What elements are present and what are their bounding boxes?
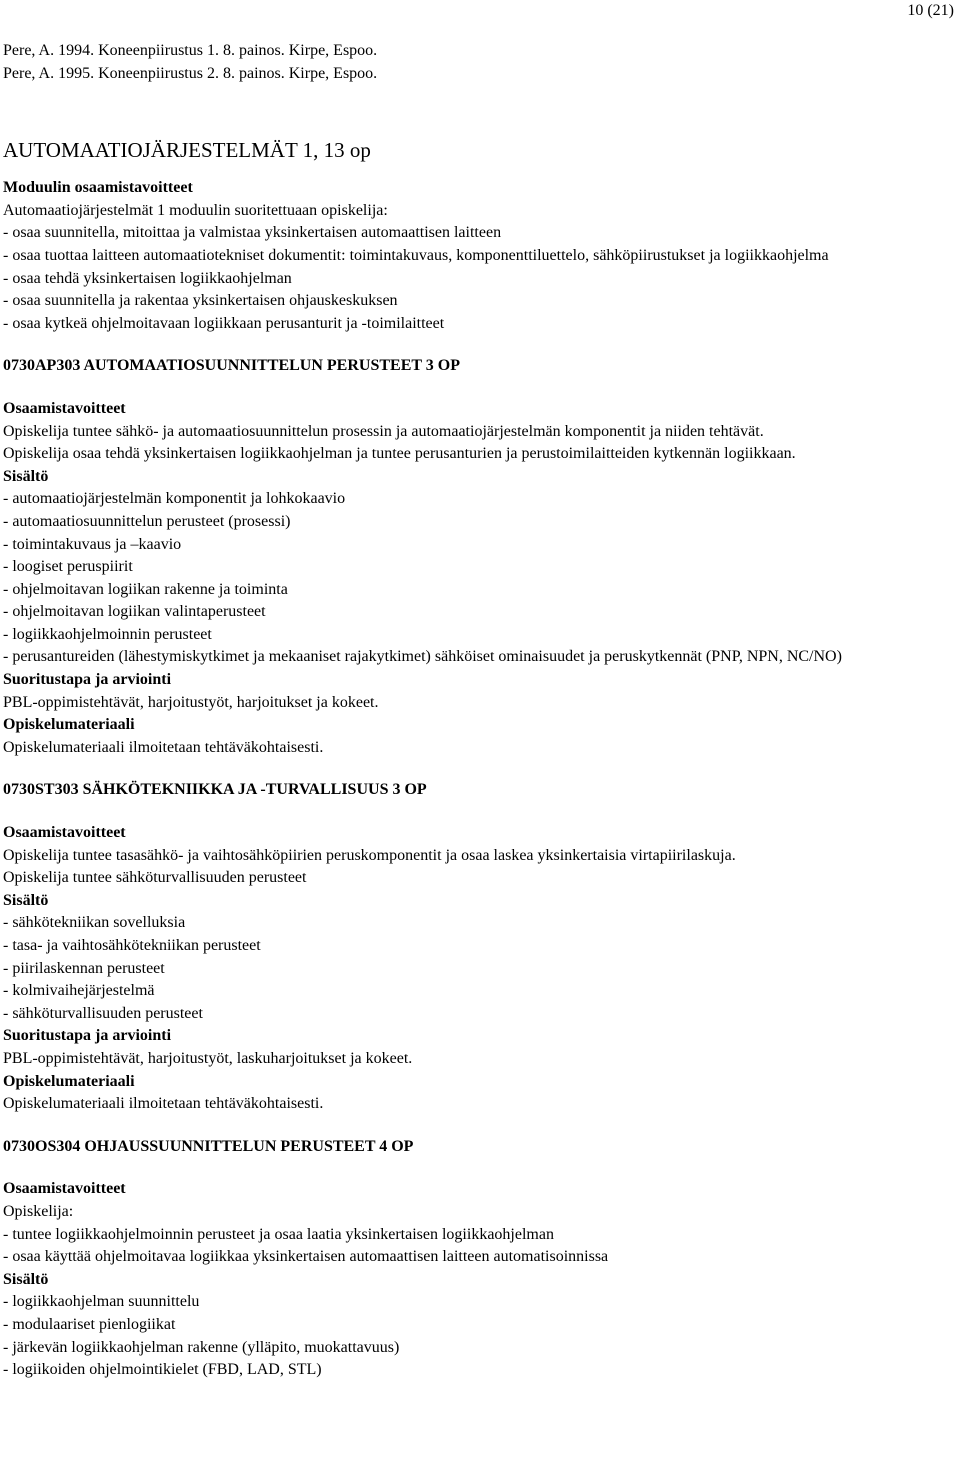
course-title: 0730AP303 AUTOMAATIOSUUNNITTELUN PERUSTEET 3 OP	[3, 357, 460, 375]
course-content-item: - logiikkaohjelman suunnittelu	[3, 1293, 200, 1311]
course-content-heading: Sisältö	[3, 891, 49, 909]
course-content-item: - automaatiosuunnittelun perusteet (prosessi)	[3, 512, 291, 530]
course-content-item: - piirilaskennan perusteet	[3, 959, 165, 977]
course-content-item: - tasa- ja vaihtosähkötekniikan perusteet	[3, 937, 261, 954]
course-material-heading: Opiskelumateriaali	[3, 716, 135, 734]
course-content-item: - modulaariset pienlogiikat	[3, 1315, 176, 1333]
course-goals-heading: Osaamistavoitteet	[3, 824, 126, 842]
page-number: 10 (21)	[907, 2, 954, 19]
course-goal-item: - tuntee logiikkaohjelmoinnin perusteet ja osaa laatia yksinkertaisen logiikkaohjelman	[3, 1225, 554, 1243]
course-content-item: - järkevän logiikkaohjelman rakenne (ylläpito, muokattavuus)	[3, 1338, 400, 1356]
references	[3, 40, 953, 85]
course-goal-item: Opiskelija tuntee tasasähkö- ja vaihtosähköpiirien peruskomponentit ja osaa laskea yksinkertaisia virtapiirilaskuja.	[3, 846, 736, 864]
course-section	[3, 1136, 953, 1382]
course-content-item: - perusantureiden (lähestymiskytkimet ja mekaaniset rajakytkimet) sähköiset ominaisuudet ja peruskytkennät (PNP, NPN, NC/NO)	[3, 648, 842, 666]
course-title: 0730OS304 OHJAUSSUUNNITTELUN PERUSTEET 4 OP	[3, 1137, 414, 1155]
module-goal-item: - osaa tehdä yksinkertaisen logiikkaohjelman	[3, 269, 292, 287]
course-method: PBL-oppimistehtävät, harjoitustyöt, laskuharjoitukset ja kokeet.	[3, 1049, 413, 1067]
reference-item: Pere, A. 1994. Koneenpiirustus 1. 8. painos. Kirpe, Espoo.	[3, 42, 378, 59]
module-goals-heading: Moduulin osaamistavoitteet	[3, 179, 193, 197]
course-content-item: - automaatiojärjestelmän komponentit ja lohkokaavio	[3, 490, 346, 508]
course-material: Opiskelumateriaali ilmoitetaan tehtäväkohtaisesti.	[3, 738, 324, 756]
course-method-heading: Suoritustapa ja arviointi	[3, 1027, 172, 1045]
module-section	[3, 136, 953, 335]
course-section	[3, 355, 953, 759]
course-goal-item: Opiskelija tuntee sähköturvallisuuden perusteet	[3, 869, 307, 887]
course-goals-intro: Opiskelija:	[3, 1202, 74, 1220]
module-title: AUTOMAATIOJÄRJESTELMÄT 1, 13 op	[3, 138, 371, 163]
course-goal-item: Opiskelija tuntee sähkö- ja automaatiosuunnittelun prosessin ja automaatiojärjestelmän komponentit ja niiden tehtävät.	[3, 422, 764, 440]
course-content-heading: Sisältö	[3, 1270, 49, 1288]
reference-item: Pere, A. 1995. Koneenpiirustus 2. 8. painos. Kirpe, Espoo.	[3, 64, 378, 82]
course-goal-item: Opiskelija osaa tehdä yksinkertaisen logiikkaohjelman ja tuntee perusanturien ja perustoimilaitteiden kytkennän logiikkaan.	[3, 445, 796, 463]
module-goal-item: - osaa kytkeä ohjelmoitavaan logiikkaan perusanturit ja -toimilaitteet	[3, 314, 445, 332]
course-title: 0730ST303 SÄHKÖTEKNIIKKA JA -TURVALLISUUS 3 OP	[3, 781, 427, 799]
course-method-heading: Suoritustapa ja arviointi	[3, 671, 172, 689]
course-content-item: - logiikkaohjelmoinnin perusteet	[3, 625, 212, 643]
course-content-item: - loogiset peruspiirit	[3, 558, 133, 576]
course-content-item: - sähkötekniikan sovelluksia	[3, 914, 186, 932]
course-goals-heading: Osaamistavoitteet	[3, 399, 126, 417]
course-goal-item: - osaa käyttää ohjelmoitavaa logiikkaa yksinkertaisen automaattisen laitteen automatisoinnissa	[3, 1248, 609, 1266]
course-material: Opiskelumateriaali ilmoitetaan tehtäväkohtaisesti.	[3, 1095, 324, 1113]
course-content-heading: Sisältö	[3, 467, 49, 485]
course-content-item: - toimintakuvaus ja –kaavio	[3, 535, 182, 553]
module-goal-item: - osaa tuottaa laitteen automaatiotekniset dokumentit: toimintakuvaus, komponenttiluettelo, sähköpiirustukset ja logiikkaohjelma	[3, 246, 829, 264]
module-goal-item: - osaa suunnitella ja rakentaa yksinkertaisen ohjauskeskuksen	[3, 292, 398, 310]
course-section	[3, 779, 953, 1115]
document-body	[3, 40, 953, 1382]
course-method: PBL-oppimistehtävät, harjoitustyöt, harjoitukset ja kokeet.	[3, 693, 379, 711]
course-material-heading: Opiskelumateriaali	[3, 1072, 135, 1090]
course-content-item: - sähköturvallisuuden perusteet	[3, 1004, 203, 1022]
module-goal-item: - osaa suunnitella, mitoittaa ja valmistaa yksinkertaisen automaattisen laitteen	[3, 224, 502, 242]
course-content-item: - logiikoiden ohjelmointikielet (FBD, LAD, STL)	[3, 1361, 322, 1379]
module-goals-intro: Automaatiojärjestelmät 1 moduulin suoritettuaan opiskelija:	[3, 201, 388, 219]
course-content-item: - ohjelmoitavan logiikan rakenne ja toiminta	[3, 580, 288, 598]
course-goals-heading: Osaamistavoitteet	[3, 1180, 126, 1198]
course-content-item: - kolmivaihejärjestelmä	[3, 982, 155, 1000]
course-content-item: - ohjelmoitavan logiikan valintaperusteet	[3, 603, 266, 621]
